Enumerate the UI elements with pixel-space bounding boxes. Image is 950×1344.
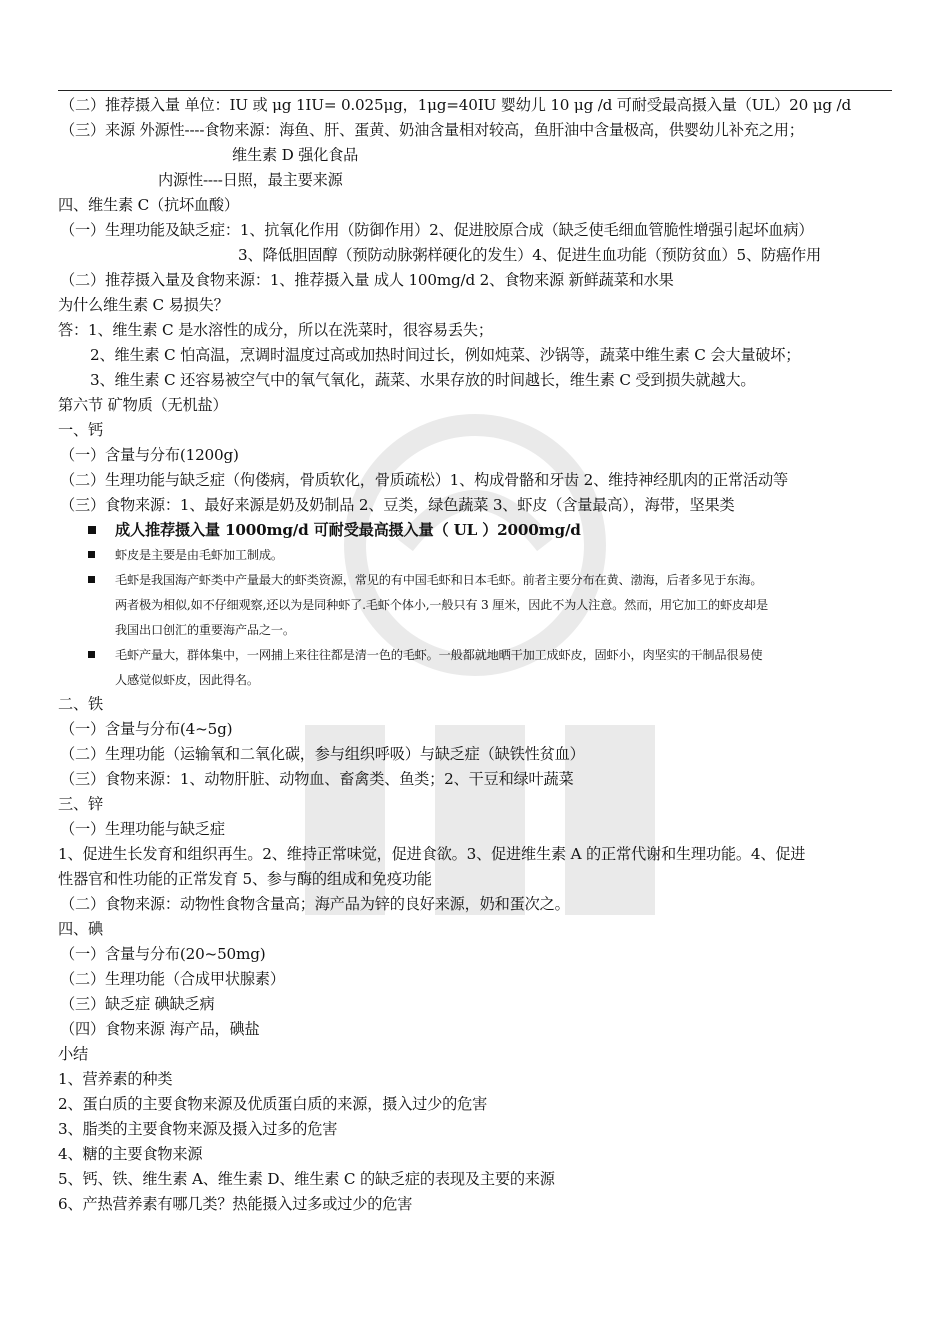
text-line: （二）食物来源：动物性食物含量高；海产品为锌的良好来源，奶和蛋次之。 — [60, 895, 570, 913]
text-line: 人感觉似虾皮，因此得名。 — [115, 673, 259, 687]
list-bullet — [88, 651, 95, 658]
text-line: 3、脂类的主要食物来源及摄入过多的危害 — [58, 1120, 338, 1138]
text-line: 成人推荐摄入量 1000mg/d 可耐受最高摄入量（ UL ）2000mg/d — [115, 521, 581, 539]
text-line: 我国出口创汇的重要海产品之一。 — [115, 623, 295, 637]
text-line: 虾皮是主要是由毛虾加工制成。 — [115, 548, 283, 562]
text-line: （一）生理功能及缺乏症：1、抗氧化作用（防御作用）2、促进胶原合成（缺乏使毛细血管脆性增强引起坏血病） — [60, 221, 814, 239]
text-line: 一、钙 — [58, 421, 103, 439]
list-bullet — [88, 551, 95, 558]
text-line: （一）含量与分布(20~50mg) — [60, 945, 266, 963]
header-rule — [58, 90, 892, 91]
text-line: （二）生理功能（运输氧和二氧化碳，参与组织呼吸）与缺乏症（缺铁性贫血） — [60, 745, 585, 763]
text-line: 四、碘 — [58, 920, 103, 938]
text-line: 6、产热营养素有哪几类？热能摄入过多或过少的危害 — [58, 1195, 413, 1213]
text-line: 性器官和性功能的正常发育 5、参与酶的组成和免疫功能 — [58, 870, 432, 888]
text-line: 两者极为相似,如不仔细观察,还以为是同种虾了.毛虾个体小,一般只有 3 厘米，因此不为人注意。然而，用它加工的虾皮却是 — [115, 598, 768, 612]
text-line: 1、促进生长发育和组织再生。2、维持正常味觉，促进食欲。3、促进维生素 A 的正常代谢和生理功能。4、促进 — [58, 845, 806, 863]
text-line: （三）食物来源：1、动物肝脏、动物血、畜禽类、鱼类；2、干豆和绿叶蔬菜 — [60, 770, 574, 788]
text-line: （一）生理功能与缺乏症 — [60, 820, 225, 838]
text-line: （二）推荐摄入量 单位：IU 或 μg 1IU= 0.025μg，1μg=40IU 婴幼儿 10 μg /d 可耐受最高摄入量（UL）20 μg /d — [60, 96, 851, 114]
text-line: 维生素 D 强化食品 — [232, 146, 359, 164]
text-line: 小结 — [58, 1045, 88, 1063]
text-line: 毛虾产量大，群体集中，一网捕上来往往都是清一色的毛虾。一般都就地晒干加工成虾皮，固虾小，肉坚实的干制品很易使 — [115, 648, 763, 662]
text-line: （二）生理功能（合成甲状腺素） — [60, 970, 285, 988]
text-line: （一）含量与分布(1200g) — [60, 446, 239, 464]
text-line: 内源性----日照，最主要来源 — [158, 171, 343, 189]
text-line: （一）含量与分布(4~5g) — [60, 720, 233, 738]
text-line: 2、维生素 C 怕高温，烹调时温度过高或加热时间过长，例如炖菜、沙锅等，蔬菜中维生素 C 会大量破坏； — [90, 346, 801, 364]
text-line: （三）来源 外源性----食物来源：海鱼、肝、蛋黄、奶油含量相对较高，鱼肝油中含量极高，供婴幼儿补充之用； — [60, 121, 804, 139]
text-line: （二）推荐摄入量及食物来源：1、推荐摄入量 成人 100mg/d 2、食物来源 新鲜蔬菜和水果 — [60, 271, 674, 289]
text-line: 四、维生素 C（抗坏血酸） — [58, 196, 239, 214]
text-line: 4、糖的主要食物来源 — [58, 1145, 203, 1163]
text-line: 为什么维生素 C 易损失？ — [58, 296, 229, 314]
text-line: 1、营养素的种类 — [58, 1070, 173, 1088]
text-line: （三）缺乏症 碘缺乏病 — [60, 995, 215, 1013]
text-line: 3、降低胆固醇（预防动脉粥样硬化的发生）4、促进生血功能（预防贫血）5、防癌作用 — [238, 246, 821, 264]
text-line: （四）食物来源 海产品，碘盐 — [60, 1020, 260, 1038]
text-line: 5、钙、铁、维生素 A、维生素 D、维生素 C 的缺乏症的表现及主要的来源 — [58, 1170, 555, 1188]
text-line: 二、铁 — [58, 695, 103, 713]
text-line: （二）生理功能与缺乏症（佝偻病，骨质软化，骨质疏松）1、构成骨骼和牙齿 2、维持神经肌肉的正常活动等 — [60, 471, 788, 489]
text-line: 答：1、维生素 C 是水溶性的成分，所以在洗菜时，很容易丢失； — [58, 321, 493, 339]
text-line: 3、维生素 C 还容易被空气中的氧气氧化，蔬菜、水果存放的时间越长，维生素 C 受到损失就越大。 — [90, 371, 756, 389]
text-line: 第六节 矿物质（无机盐） — [58, 396, 228, 414]
list-bullet — [88, 576, 95, 583]
list-bullet — [88, 526, 96, 534]
text-line: 三、锌 — [58, 795, 103, 813]
text-line: （三）食物来源：1、最好来源是奶及奶制品 2、豆类，绿色蔬菜 3、虾皮（含量最高），海带，坚果类 — [60, 496, 735, 514]
text-line: 2、蛋白质的主要食物来源及优质蛋白质的来源，摄入过少的危害 — [58, 1095, 488, 1113]
text-line: 毛虾是我国海产虾类中产量最大的虾类资源，常见的有中国毛虾和日本毛虾。前者主要分布在黄、渤海，后者多见于东海。 — [115, 573, 763, 587]
